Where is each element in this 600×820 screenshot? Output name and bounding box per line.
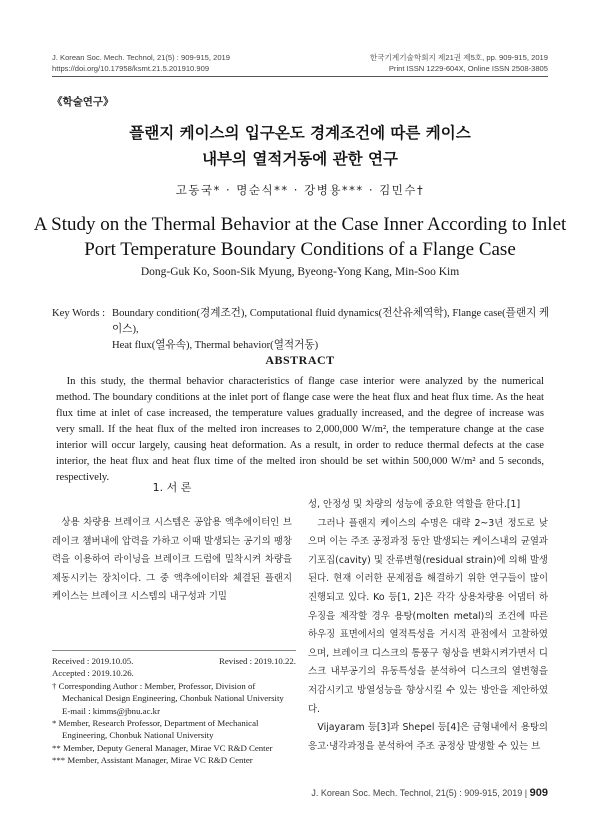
- footer-citation: J. Korean Soc. Mech. Technol, 21(5) : 909-915, 2019: [311, 788, 523, 798]
- footnote-affiliation-2: ** Member, Deputy General Manager, Mirae VC R&D Center: [52, 742, 273, 753]
- header-divider: [52, 76, 548, 77]
- footnote-affiliation-1: * Member, Research Professor, Department of Mechanical Engineering, Chonbuk National University: [52, 718, 259, 741]
- footer-separator: |: [524, 788, 530, 798]
- keywords-label: Key Words :: [52, 308, 106, 319]
- abstract-paragraph: In this study, the thermal behavior characteristics of flange case interior were analyzed by the numerical method. The boundary conditions at the inlet port of flange case were the heat flux and heat flux time. As the heat flux time at inlet of case increased, the temperature values gradually increased, and the degree of increase was very small. If the heat flux of the melted iron increases to 2,000,000 W/m², the temperature change at the case interior will occur largely, causing heat deformation. As a result, in order to reduce thermal defects at the case interior, the heat flux and heat flux time of the melted iron should be set within 500,000 W/m² and 5 seconds, respectively.: [56, 376, 544, 483]
- author-email[interactable]: E-mail : kimms@jbnu.ac.kr: [62, 705, 161, 716]
- journal-citation: J. Korean Soc. Mech. Technol, 21(5) : 909-915, 2019: [52, 53, 230, 62]
- keywords-line2: Heat flux(열유속), Thermal behavior(열적거동): [112, 340, 319, 351]
- title-korean-line2: 내부의 열적거동에 관한 연구: [202, 150, 398, 168]
- keywords-line1: Boundary condition(경계조건), Computational fluid dynamics(전산유체역학), Flange case(플랜지 케이스),: [112, 308, 550, 335]
- revised-date: Revised : 2019.10.22.: [219, 656, 296, 666]
- intro-paragraph-1: 상용 차량용 브레이크 시스템은 공압용 액추에이터인 브레이크 챔버내에 압력을 가하고 이때 발생되는 공기의 팽창력을 이용하여 라이닝을 브레이크 드럼에 밀착시켜 차량을 제동시키는 장치이다. 그 중 액추에이터와 체결된 플랜지 케이스는 브레이크 시스템의 내구성과 기밀: [52, 517, 292, 603]
- title-korean-line1: 플랜지 케이스의 입구온도 경계조건에 따른 케이스: [129, 124, 471, 142]
- footnote-divider: [52, 650, 296, 651]
- running-header-right: [370, 52, 548, 74]
- right-column: [308, 496, 548, 756]
- received-date: Received : 2019.10.05.: [52, 656, 134, 666]
- running-header-left: [52, 52, 230, 74]
- received-row: [52, 655, 296, 667]
- title-english-line1: A Study on the Thermal Behavior at the Case Inner According to Inlet: [33, 214, 567, 235]
- intro-paragraph-3: Vijayaram 등[3]과 Shepel 등[4]은 금형내에서 용탕의 응고·냉각과정을 분석하여 주조 공정상 발생할 수 있는 브: [308, 722, 548, 752]
- authors-english: Dong-Guk Ko, Soon-Sik Myung, Byeong-Yong Kang, Min-Soo Kim: [140, 266, 460, 278]
- doi-link[interactable]: https://doi.org/10.17958/ksmt.21.5.201910.909: [52, 64, 210, 73]
- accepted-date: Accepted : 2019.10.26.: [52, 668, 134, 679]
- page-number: 909: [529, 787, 548, 799]
- abstract-text: [56, 374, 544, 486]
- journal-citation-korean: 한국기계기술학회지 제21권 제5호, pp. 909-915, 2019: [369, 53, 548, 62]
- article-category: 《학술연구》: [52, 96, 114, 108]
- corresponding-author: † Corresponding Author : Member, Professor, Division of Mechanical Design Engineering, Chonbuk National University: [52, 680, 284, 704]
- intro-heading: 1. 서 론: [152, 481, 192, 494]
- left-column: [52, 514, 292, 607]
- intro-paragraph-1-continued: 성, 안정성 및 차량의 성능에 중요한 역할을 한다.[1]: [308, 499, 521, 510]
- authors-korean: 고동국* · 명순식** · 강병용*** · 김민수†: [175, 183, 425, 197]
- issn-info: Print ISSN 1229-604X, Online ISSN 2508-3805: [388, 64, 548, 73]
- title-english-line2: Port Temperature Boundary Conditions of a Flange Case: [84, 239, 516, 260]
- abstract-heading: ABSTRACT: [265, 353, 335, 367]
- footnote-affiliation-3: *** Member, Assistant Manager, Mirae VC R&D Center: [52, 755, 253, 766]
- keywords-list: [112, 306, 552, 354]
- footnotes: [52, 655, 296, 767]
- running-footer: [311, 787, 548, 799]
- intro-paragraph-2: 그러나 플랜지 케이스의 수명은 대략 2~3년 정도로 낮으며 이는 주조 공정과정 동안 발생되는 케이스내의 균열과 기포집(cavity) 및 잔류변형(residual strain)에 의해 발생된다. 현재 이러한 문제점을 해결하기 위한 연구들이 많이 진행되고 있다. Ko 등[1, 2]은 각각 상용차량용 어댑터 하우징을 제작할 경우 용탕(molten metal)의 조건에 따른 하우징 표면에서의 열적특성을 거시적 관점에서 고찰하였으며, 브레이크 디스크의 통풍구 형상을 변화시켜가면서 디스크 내부공기의 유동특성을 분석하여 디스크의 열변형을 저감시키고 방열성능을 향상시킬 수 있는 방안을 제안하였다.: [308, 517, 548, 715]
